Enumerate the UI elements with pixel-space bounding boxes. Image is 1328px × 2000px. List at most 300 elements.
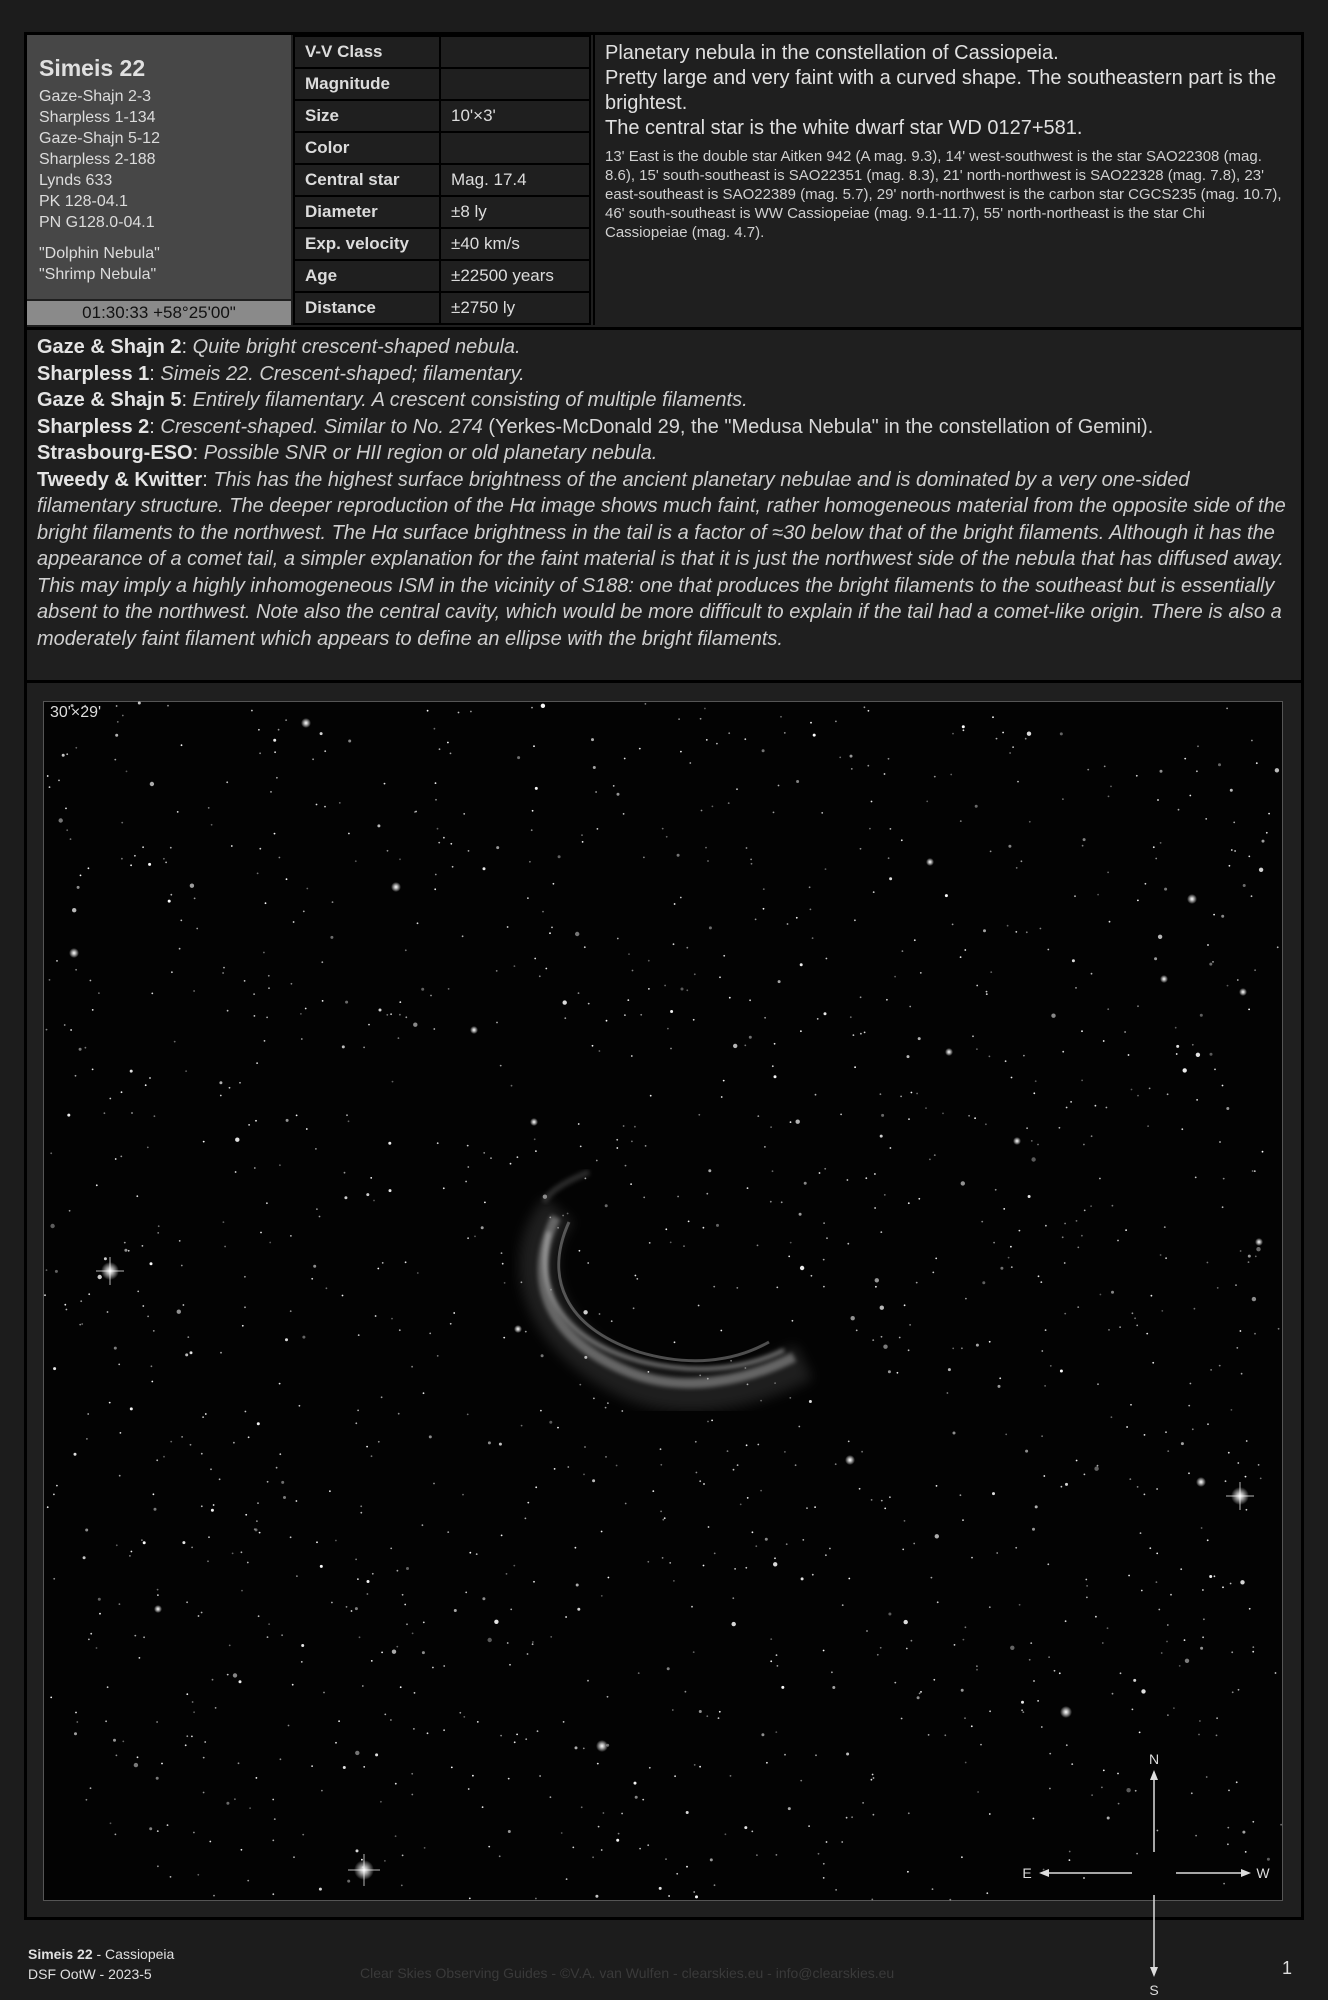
background-star: [477, 1721, 479, 1723]
background-star: [848, 1441, 850, 1443]
background-star: [266, 1017, 268, 1019]
background-star: [960, 1494, 962, 1496]
background-star: [115, 1158, 117, 1160]
background-star: [47, 775, 49, 777]
background-star: [592, 1479, 595, 1482]
background-star: [798, 1426, 800, 1428]
background-star: [888, 857, 890, 859]
background-star: [888, 1613, 891, 1616]
background-star: [1136, 775, 1138, 777]
background-star: [342, 1295, 344, 1297]
background-star: [525, 1331, 527, 1333]
background-star: [1132, 1709, 1134, 1711]
background-star: [278, 729, 280, 731]
background-star: [841, 1841, 843, 1843]
background-star: [156, 1777, 159, 1780]
background-star: [1219, 1141, 1221, 1143]
background-star: [1180, 1568, 1182, 1570]
background-star: [411, 1773, 413, 1775]
background-star: [1081, 1030, 1083, 1032]
background-star: [346, 1114, 348, 1116]
background-star: [279, 857, 281, 859]
background-star: [1111, 1291, 1114, 1294]
background-star: [639, 1848, 641, 1850]
background-star: [732, 1597, 734, 1599]
background-star: [134, 855, 136, 857]
background-star: [599, 1313, 601, 1315]
background-star: [800, 1780, 802, 1782]
background-star: [1097, 1465, 1099, 1467]
background-star: [563, 1721, 565, 1723]
background-star: [811, 1275, 813, 1277]
background-star: [179, 1240, 181, 1242]
background-star: [976, 985, 978, 987]
background-star: [636, 1278, 638, 1280]
background-star: [118, 1364, 120, 1366]
background-star: [85, 1529, 88, 1532]
background-star: [470, 711, 472, 713]
background-star: [1033, 1092, 1035, 1094]
background-star: [764, 1146, 766, 1148]
background-star: [698, 1305, 700, 1307]
background-star: [1231, 849, 1233, 851]
background-star: [253, 993, 255, 995]
background-star: [865, 1177, 867, 1179]
background-star: [674, 903, 676, 905]
background-star: [458, 712, 460, 714]
background-star: [826, 1841, 828, 1843]
background-star: [147, 1147, 149, 1149]
background-star: [1248, 856, 1250, 858]
description-line: The central star is the white dwarf star WD 0127+581.: [605, 117, 1083, 139]
background-star: [1214, 1575, 1216, 1577]
background-star: [974, 1117, 976, 1119]
background-star: [766, 1762, 768, 1764]
background-star: [1031, 1157, 1035, 1161]
background-star: [823, 1863, 825, 1865]
background-star: [120, 1156, 122, 1158]
background-star: [235, 1138, 239, 1142]
background-star: [344, 1172, 346, 1174]
background-star: [85, 1047, 87, 1049]
background-star: [220, 1352, 222, 1354]
background-star: [1029, 821, 1031, 823]
background-star: [730, 1360, 732, 1362]
background-star: [1260, 1478, 1262, 1480]
background-star: [1196, 1099, 1198, 1101]
background-star: [513, 1565, 515, 1567]
background-star: [417, 1272, 419, 1274]
background-star: [563, 1000, 567, 1004]
background-star: [241, 1551, 243, 1553]
background-star: [846, 1817, 848, 1819]
background-star: [215, 1707, 217, 1709]
background-star: [98, 992, 100, 994]
note-text: Entirely filamentary. A crescent consisting of multiple filaments.: [192, 389, 748, 411]
background-star: [443, 1187, 445, 1189]
background-star: [996, 1552, 998, 1554]
background-star: [121, 822, 123, 824]
alias: Lynds 633: [39, 172, 113, 189]
background-star: [396, 1646, 398, 1648]
background-star: [851, 768, 853, 770]
background-star: [732, 1622, 736, 1626]
background-star: [1275, 1672, 1277, 1674]
background-star: [904, 1520, 906, 1522]
background-star: [711, 1420, 713, 1422]
footer-credits: Clear Skies Observing Guides - ©V.A. van Wulfen - clearskies.eu - info@clearskies.eu: [360, 1965, 895, 1981]
background-star: [1184, 758, 1186, 760]
background-star: [1040, 928, 1042, 930]
background-star: [371, 1455, 373, 1457]
background-star: [193, 990, 195, 992]
property-value: ±40 km/s: [440, 228, 590, 260]
background-star: [707, 1421, 709, 1423]
background-star: [499, 1443, 502, 1446]
background-star: [1217, 1287, 1219, 1289]
background-star: [1225, 1480, 1227, 1482]
background-star: [451, 1767, 453, 1769]
background-star: [1154, 957, 1157, 960]
background-star: [279, 1453, 281, 1455]
background-star: [908, 1349, 910, 1351]
background-star: [992, 716, 994, 718]
background-star: [695, 1895, 698, 1898]
background-star: [153, 1493, 155, 1495]
background-star: [662, 1519, 664, 1521]
background-star: [1266, 832, 1268, 834]
background-star: [142, 846, 144, 848]
background-star: [322, 1000, 324, 1002]
background-star: [490, 1157, 492, 1159]
background-star: [694, 973, 696, 975]
background-star: [502, 1263, 504, 1265]
background-star: [880, 1231, 882, 1233]
background-star: [476, 1553, 478, 1555]
background-star: [1254, 1170, 1256, 1172]
background-star: [66, 753, 68, 755]
background-star: [825, 1554, 827, 1556]
background-star: [645, 703, 647, 705]
background-star: [1084, 1210, 1086, 1212]
background-star: [680, 897, 682, 899]
background-star: [580, 1146, 582, 1148]
note: Sharpless 1: Simeis 22. Crescent-shaped; filamentary.: [37, 362, 525, 385]
background-star: [558, 855, 561, 858]
property-key: Magnitude: [294, 68, 440, 100]
background-star: [80, 1300, 82, 1302]
background-star: [401, 1885, 403, 1887]
background-star: [267, 1481, 269, 1483]
background-star: [1189, 795, 1191, 797]
background-star: [880, 1306, 884, 1310]
background-star: [286, 878, 288, 880]
background-star: [281, 1634, 283, 1636]
background-star: [871, 801, 873, 803]
note: Tweedy & Kwitter: This has the highest surface brightness of the ancient planetary nebulae and is dominated by a very one-sided filamentary structure. The deeper reproduction of the Hα image shows much faint, rather homogeneous material from the opposite side of the bright filaments to the northwest. The Hα surface brightness in the tail is a factor of ≈30 below that of the bright filaments. Although it has the appearance of a comet tail, a simpler explanation for the faint material is that it is just the northwest side of the nebula that has diffused away. This may imply a highly inhomogeneous ISM in the vicinity of S188: one that produces the bright filaments to the southeast but is essentially absent to the northwest. Note also the central cavity, which would be more difficult to explain if the tail had a comet-like origin. There is also a moderately faint filament which appears to define an ellipse with the bright filaments.: [37, 468, 1286, 650]
background-star: [605, 1456, 607, 1458]
background-star: [611, 1320, 613, 1322]
background-star: [1037, 1144, 1039, 1146]
background-star: [749, 999, 751, 1001]
background-star: [539, 1775, 541, 1777]
note-source: Sharpless 2: [37, 415, 150, 438]
background-star: [1107, 1008, 1109, 1010]
background-star: [534, 1138, 536, 1140]
background-star: [1045, 1329, 1047, 1331]
background-star: [1176, 1053, 1178, 1055]
background-star: [1237, 1462, 1239, 1464]
background-star: [70, 1029, 72, 1031]
background-star: [1026, 1127, 1028, 1129]
background-star: [258, 1615, 260, 1617]
background-star: [780, 716, 782, 718]
background-star: [986, 991, 988, 993]
background-star: [906, 1648, 908, 1650]
background-star: [1249, 1608, 1251, 1610]
background-star: [463, 813, 465, 815]
background-star: [514, 1741, 516, 1743]
background-star: [1149, 1547, 1151, 1549]
background-star: [150, 782, 154, 786]
background-star: [227, 1674, 229, 1676]
background-star: [380, 1801, 382, 1803]
background-star: [1196, 770, 1198, 772]
property-value: Mag. 17.4: [440, 164, 590, 196]
background-star: [1059, 1127, 1061, 1129]
background-star: [1124, 1031, 1126, 1033]
background-star: [427, 710, 429, 712]
background-star: [439, 748, 441, 750]
background-star: [595, 791, 597, 793]
background-star: [784, 1451, 786, 1453]
background-star: [1188, 1472, 1190, 1474]
background-star: [572, 1847, 574, 1849]
background-star: [965, 1762, 967, 1764]
background-star: [1155, 858, 1157, 860]
background-star: [107, 1686, 109, 1688]
background-star: [889, 1496, 891, 1498]
background-star: [980, 1744, 982, 1746]
background-star: [177, 1310, 181, 1314]
background-star: [605, 1407, 607, 1409]
background-star: [1227, 1827, 1229, 1829]
background-star: [871, 1899, 873, 1901]
background-star: [605, 1204, 608, 1207]
background-star: [1012, 746, 1014, 748]
background-star: [387, 850, 389, 852]
background-star: [281, 1481, 284, 1484]
background-star: [705, 847, 707, 849]
background-star: [130, 1407, 133, 1410]
background-star: [673, 1580, 675, 1582]
background-star: [87, 1413, 89, 1415]
background-star: [1033, 1818, 1035, 1820]
background-star: [1254, 969, 1256, 971]
background-star: [366, 1193, 369, 1196]
background-star: [854, 919, 856, 921]
background-star: [291, 983, 293, 985]
background-star: [203, 1757, 205, 1759]
background-star: [747, 1187, 749, 1189]
background-star: [472, 1775, 474, 1777]
background-star: [222, 972, 224, 974]
background-star: [142, 1245, 144, 1247]
background-star: [925, 1107, 927, 1109]
background-star: [632, 970, 634, 972]
background-star: [412, 1633, 414, 1635]
property-value: [440, 68, 590, 100]
background-star: [481, 1226, 484, 1229]
background-star: [725, 1833, 727, 1835]
background-star: [1252, 1821, 1254, 1823]
background-star: [815, 1094, 817, 1096]
background-star: [384, 1714, 386, 1716]
background-star: [119, 1603, 121, 1605]
background-star: [812, 1574, 814, 1576]
background-star: [587, 1262, 589, 1264]
background-star: [1216, 1735, 1218, 1737]
background-star: [414, 811, 416, 813]
background-star: [1207, 1539, 1209, 1541]
background-star: [395, 1783, 397, 1785]
background-star: [429, 1333, 431, 1335]
background-star: [1139, 1732, 1141, 1734]
background-star: [1091, 1135, 1093, 1137]
background-star: [1030, 1642, 1032, 1644]
background-star: [1027, 732, 1031, 736]
background-star: [467, 1145, 469, 1147]
background-star: [1151, 1295, 1153, 1297]
background-star: [1179, 1665, 1181, 1667]
background-star: [1007, 925, 1009, 927]
background-star: [662, 828, 664, 830]
background-star: [453, 1312, 455, 1314]
background-star: [511, 1085, 513, 1087]
background-star: [1066, 1744, 1068, 1746]
background-star: [1268, 813, 1270, 815]
background-star: [835, 1889, 837, 1891]
background-star: [703, 1227, 705, 1229]
background-star: [506, 1573, 508, 1575]
background-star: [1234, 850, 1236, 852]
background-star: [952, 1348, 954, 1350]
background-star: [244, 980, 246, 982]
background-star: [1201, 1527, 1203, 1529]
background-star: [224, 1246, 226, 1248]
background-star: [1156, 1581, 1158, 1583]
background-star: [1097, 894, 1099, 896]
background-star: [279, 1164, 281, 1166]
background-star: [417, 922, 419, 924]
background-star: [1062, 798, 1064, 800]
background-star: [1246, 1440, 1248, 1442]
background-star: [1199, 1720, 1201, 1722]
background-star: [136, 1195, 138, 1197]
background-star: [239, 1680, 242, 1683]
background-star: [676, 1873, 678, 1875]
background-star: [581, 834, 583, 836]
background-star: [808, 1825, 810, 1827]
background-star: [709, 926, 712, 929]
background-star: [688, 1221, 690, 1223]
property-key: Diameter: [294, 196, 440, 228]
background-star: [88, 1293, 90, 1295]
background-star: [109, 1098, 111, 1100]
background-star: [875, 1278, 879, 1282]
background-star: [533, 1581, 535, 1583]
background-star: [1145, 883, 1147, 885]
background-star: [193, 1711, 195, 1713]
background-star: [66, 1309, 68, 1311]
background-star: [1205, 818, 1207, 820]
background-star: [265, 902, 267, 904]
background-star: [76, 1721, 78, 1723]
background-star: [934, 776, 936, 778]
background-star: [320, 1565, 323, 1568]
background-star: [404, 1604, 406, 1606]
background-star: [729, 997, 731, 999]
background-star: [670, 1010, 673, 1013]
background-star: [1099, 1178, 1101, 1180]
background-star: [465, 1592, 467, 1594]
background-star: [1060, 732, 1063, 735]
background-star: [638, 1672, 640, 1674]
background-star: [1100, 1294, 1102, 1296]
background-star: [649, 1242, 651, 1244]
background-star: [1164, 1226, 1166, 1228]
background-star: [531, 829, 533, 831]
alias: Gaze-Shajn 5-12: [39, 130, 160, 147]
background-star: [290, 1235, 292, 1237]
background-star: [1075, 987, 1077, 989]
background-star: [961, 1689, 964, 1692]
background-star: [1195, 1177, 1197, 1179]
object-name: Simeis 22: [39, 55, 146, 81]
background-star: [75, 747, 77, 749]
background-star: [585, 1178, 587, 1180]
background-star: [607, 1696, 609, 1698]
background-star: [302, 1834, 304, 1836]
background-star: [635, 1275, 637, 1277]
background-star: [755, 919, 757, 921]
background-star: [311, 1765, 313, 1767]
background-star: [840, 1114, 842, 1116]
background-star: [720, 1330, 722, 1332]
background-star: [1083, 1877, 1085, 1879]
note-text: Possible SNR or HII region or old planetary nebula.: [203, 442, 658, 464]
background-star: [647, 1844, 649, 1846]
compass-east: E: [1022, 1865, 1032, 1881]
background-star: [1050, 1365, 1052, 1367]
background-star: [1146, 1333, 1148, 1335]
background-star: [347, 1880, 350, 1883]
background-star: [954, 1644, 956, 1646]
background-star: [587, 1680, 589, 1682]
background-star: [916, 1282, 918, 1284]
compass-north: N: [1148, 1751, 1160, 1767]
background-star: [1222, 1206, 1224, 1208]
footer-title-line: [28, 1944, 174, 1964]
background-star: [693, 1019, 695, 1021]
alias: PK 128-04.1: [39, 193, 128, 210]
background-star: [719, 1711, 721, 1713]
background-star: [1090, 1205, 1092, 1207]
background-star: [1259, 868, 1263, 872]
background-star: [510, 1163, 512, 1165]
background-star: [950, 774, 952, 776]
background-star: [774, 1075, 777, 1078]
